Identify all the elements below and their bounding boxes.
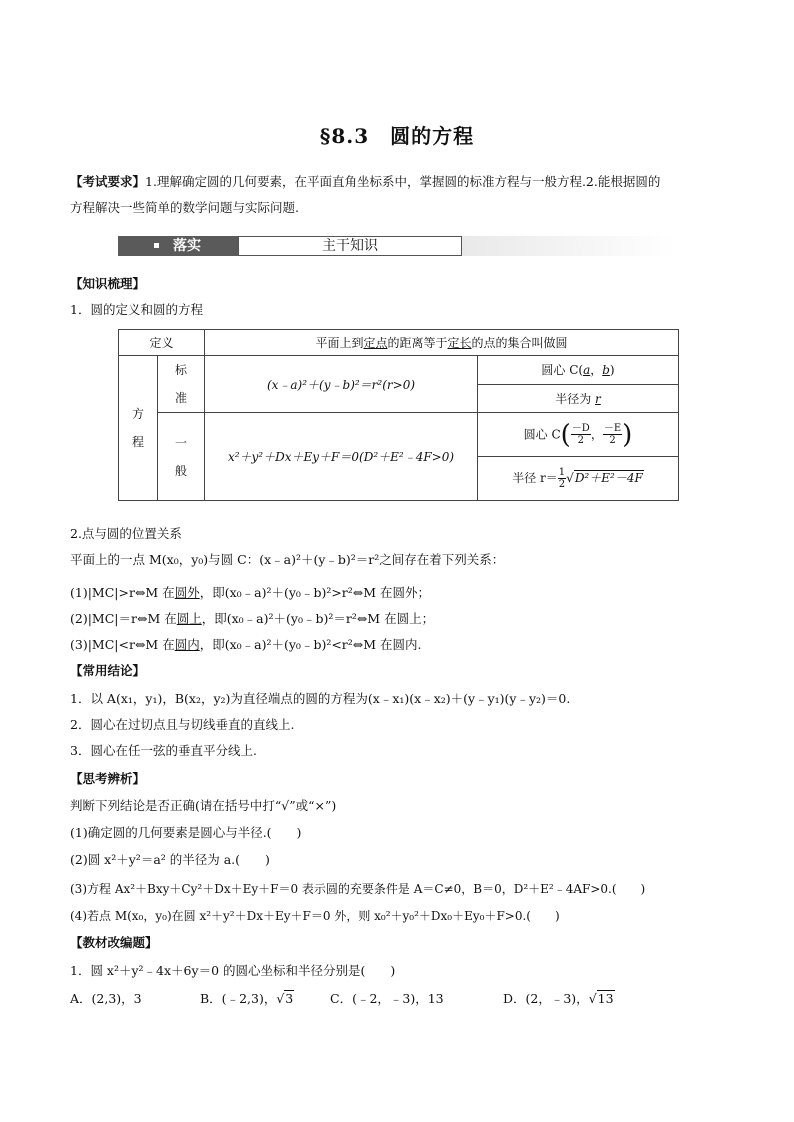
std-2: 准	[174, 391, 187, 405]
sqrt-icon: √	[276, 991, 285, 1006]
pos-2u: 圆上	[176, 611, 202, 626]
option-c: C．(﹣2，﹣3)，13	[330, 991, 444, 1006]
pos-2a: (2)|MC|＝r⇔M 在	[70, 611, 177, 626]
table-std-center	[478, 356, 679, 385]
sqrt-icon: √	[566, 471, 574, 485]
std-center-a: a	[583, 363, 591, 378]
textbook-heading: 【教材改编题】	[70, 935, 158, 950]
frac-1-num: －D	[571, 423, 590, 434]
gen-center-pre: 圆心 C	[523, 427, 561, 441]
table-gen-center	[478, 413, 679, 457]
pos-3a: (3)|MC|<r⇔M 在	[70, 637, 175, 652]
table-std-label	[158, 356, 205, 413]
exam-line-1: 1.理解确定圆的几何要素，在平面直角坐标系中，掌握圆的标准方程与一般方程.2.能根据圆的	[145, 174, 661, 189]
gen-radius-pre: 半径 r＝	[512, 471, 558, 485]
think-heading: 【思考辨析】	[70, 771, 146, 786]
frac-2-den: 2	[609, 435, 616, 446]
radius-frac-num: 1	[558, 467, 566, 478]
square-icon	[154, 243, 159, 248]
gen-1: 一	[174, 435, 187, 450]
gen-center-sep: ，	[590, 427, 603, 441]
option-d-sqrt: 13	[597, 991, 614, 1006]
option-a: A．(2,3)，3	[70, 991, 142, 1006]
std-center-pre: 圆心 C(	[541, 363, 584, 378]
think-q1: (1)确定圆的几何要素是圆心与半径.( )	[70, 825, 302, 840]
table-def-text	[205, 330, 679, 356]
option-d-pre: D．(2，﹣3)，	[503, 991, 589, 1006]
gen-2: 般	[174, 463, 187, 478]
position-line-3	[70, 636, 422, 654]
option-b	[200, 990, 294, 1008]
def-text-b: 定点	[363, 336, 388, 350]
option-d	[503, 990, 615, 1008]
pos-2b: ，即(x₀﹣a)²＋(y₀﹣b)²＝r²⇔M 在圆上；	[201, 611, 435, 626]
right-paren: )	[622, 419, 633, 450]
frac-1-den: 2	[577, 435, 585, 446]
position-intro: 平面上的一点 M(x₀，y₀)与圆 C：(x﹣a)²＋(y﹣b)²＝r²之间存在着下列关系：	[70, 552, 505, 567]
gen-radius-sqrt: D²＋E²－4F	[574, 471, 643, 485]
textbook-q1: 1．圆 x²＋y²﹣4x＋6y＝0 的圆心坐标和半径分别是( )	[70, 963, 396, 978]
table-std-radius	[478, 384, 679, 413]
banner-right: 主干知识	[238, 236, 462, 256]
common-3: 3．圆心在任一弦的垂直平分线上.	[70, 743, 257, 758]
fangcheng-1: 方	[131, 407, 144, 421]
sqrt-icon: √	[588, 991, 597, 1006]
position-line-1	[70, 584, 430, 602]
std-center-sep: ，	[590, 363, 603, 378]
def-text-d: 定长	[447, 336, 472, 350]
std-radius-pre: 半径为	[555, 391, 596, 406]
table-def-label: 定义	[119, 330, 205, 356]
table-gen-radius	[478, 457, 679, 501]
banner-left-label: 落实	[173, 238, 201, 254]
std-1: 标	[174, 363, 187, 377]
radius-frac-den: 2	[558, 479, 566, 490]
think-q3: (3)方程 Ax²＋Bxy＋Cy²＋Dx＋Ey＋F＝0 表示圆的充要条件是 A＝C≠0，B＝0，D²＋E²﹣4AF>0.( )	[70, 882, 646, 896]
option-b-pre: B．(﹣2,3)，	[200, 991, 277, 1006]
def-text-c: 的距离等于	[387, 336, 448, 350]
section-banner	[118, 236, 676, 256]
exam-tag: 【考试要求】	[70, 174, 146, 189]
circle-equation-table	[118, 329, 679, 501]
page-title: §8.3 圆的方程	[319, 124, 475, 148]
banner-left	[118, 236, 238, 256]
think-q2: (2)圆 x²＋y²＝a² 的半径为 a.( )	[70, 852, 270, 867]
table-fangcheng	[119, 356, 158, 501]
table-gen-eq: x²＋y²＋Dx＋Ey＋F＝0(D²＋E²﹣4F>0)	[205, 413, 478, 501]
gen-center-frac-2	[603, 423, 622, 446]
table-gen-label	[158, 413, 205, 501]
def-text-e: 的点的集合叫做圆	[471, 336, 568, 350]
pos-3u: 圆内	[174, 637, 200, 652]
pos-1b: ，即(x₀﹣a)²＋(y₀﹣b)²>r²⇔M 在圆外；	[199, 585, 431, 600]
knowledge-item-1: 1．圆的定义和圆的方程	[70, 302, 203, 317]
table-std-eq: (x﹣a)²＋(y﹣b)²＝r²(r>0)	[205, 356, 478, 413]
pos-1a: (1)|MC|>r⇔M 在	[70, 585, 175, 600]
pos-1u: 圆外	[174, 585, 200, 600]
exam-line-2: 方程解决一些简单的数学问题与实际问题.	[70, 200, 299, 215]
left-paren: (	[560, 419, 571, 450]
position-heading: 2.点与圆的位置关系	[70, 526, 182, 541]
common-heading: 【常用结论】	[70, 663, 146, 678]
gen-center-frac-1	[571, 423, 591, 446]
common-2: 2．圆心在过切点且与切线垂直的直线上.	[70, 717, 295, 732]
common-1: 1．以 A(x₁，y₁)，B(x₂，y₂)为直径端点的圆的方程为(x﹣x₁)(x﹣x₂)＋(y﹣y₁)(y﹣y₂)＝0.	[70, 691, 571, 706]
gen-radius-frac	[558, 467, 566, 490]
exam-requirements	[70, 173, 660, 191]
think-q4: (4)若点 M(x₀，y₀)在圆 x²＋y²＋Dx＋Ey＋F＝0 外，则 x₀²＋y₀²＋Dx₀＋Ey₀＋F>0.( )	[70, 909, 560, 923]
think-intro: 判断下列结论是否正确(请在括号中打“√”或“×”)	[70, 798, 337, 813]
std-radius-r: r	[595, 391, 601, 406]
pos-3b: ，即(x₀﹣a)²＋(y₀﹣b)²<r²⇔M 在圆内.	[199, 637, 422, 652]
def-text-a: 平面上到	[315, 336, 364, 350]
frac-2-num: －E	[603, 423, 622, 434]
std-center-b: b	[602, 363, 610, 378]
fangcheng-2: 程	[131, 435, 144, 449]
knowledge-heading: 【知识梳理】	[70, 276, 146, 291]
std-center-post: )	[609, 363, 615, 378]
position-line-2	[70, 610, 434, 628]
option-b-sqrt: 3	[285, 991, 294, 1006]
